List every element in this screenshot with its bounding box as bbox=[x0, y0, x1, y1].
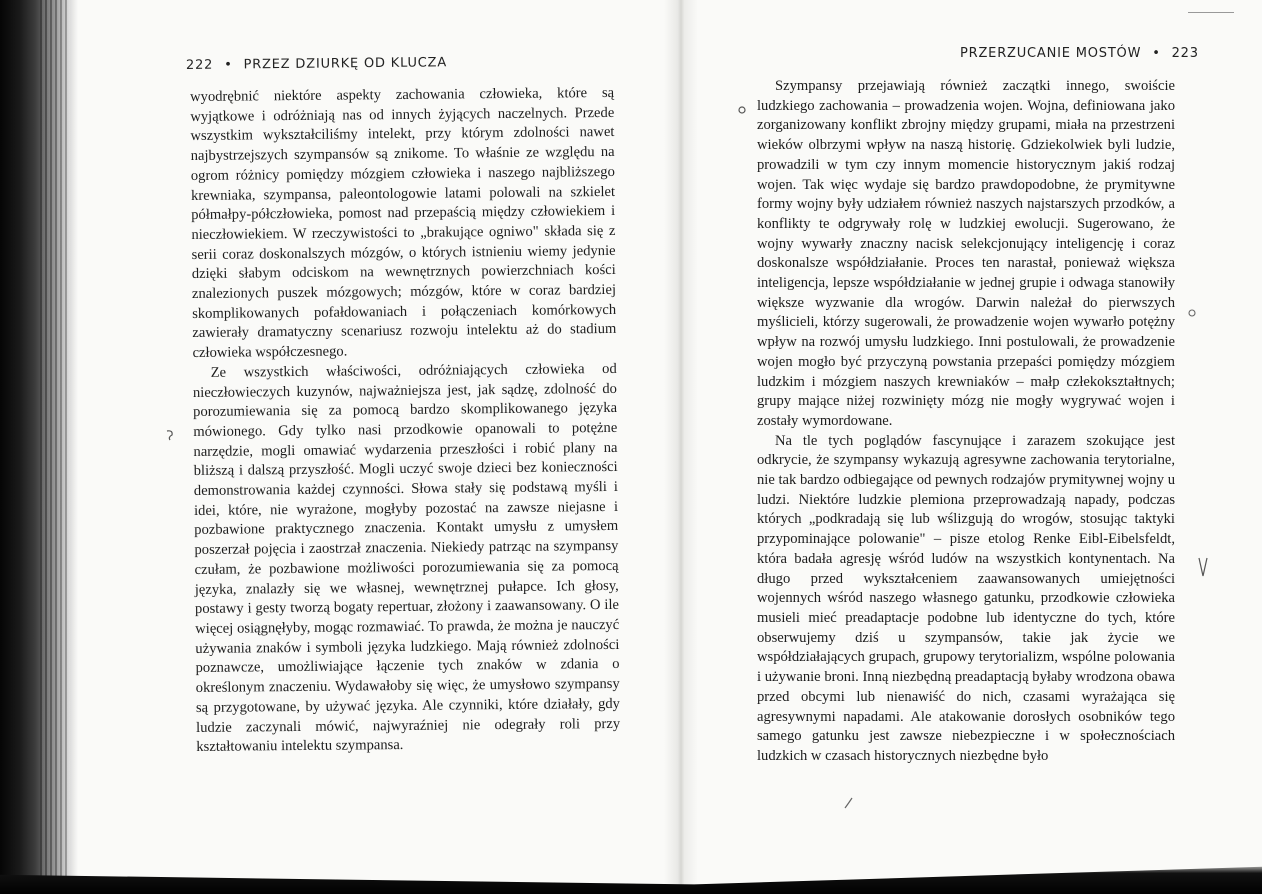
margin-asterisk-icon bbox=[736, 104, 748, 116]
left-page-header bbox=[186, 55, 447, 73]
binding-edge bbox=[0, 0, 78, 894]
left-paragraph-2: Ze wszystkich właściwości, odróżniających człowieka od nieczłowieczych kuzynów, najważniejsza jest, jak sądzę, zdolność do porozumiewania się za pomocą bardzo skomplikowanego języka mówionego. Gdy tylko nasi przodkowie opanowali to potężne narzędzie, mogli omawiać wydarzenia przeszłości i robić plany na bliższą i dalszą przyszłość. Mogli uczyć swoje dzieci bez konieczności demonstrowania każdej czynności. Słowa stały się podstawą myśli i idei, które, nie wyrażone, mogłyby pozostać na zawsze niejasne i pozbawione praktycznego znaczenia. Kontakt umysłu z umysłem poszerzał pojęcia i zaostrzał znaczenia. Niekiedy patrząc na szympansy czułam, że pozbawione możliwości porozumiewania się za pomocą języka, znalazły się we własnej, wewnętrznej pułapce. Ich głosy, postawy i gesty tworzą bogaty repertuar, złożony i zaawansowany. O ile więcej osiągnęłyby, mogąc rozmawiać. To prawda, że można je nauczyć używania znaków i symboli języka ludzkiego. Mają również zdolności poznawcze, umożliwiające łączenie tych znaków w zdania o określonym znaczeniu. Wydawałoby się więc, że umysłowo szympansy są przygotowane, by używać języka. Ale czynniki, które działały, gdy ludzie zaczynali mówić, najwyraźniej nie odegrały roli przy kształtowaniu intelektu szympansa. bbox=[192, 360, 621, 756]
pen-stroke-icon bbox=[842, 796, 856, 810]
margin-mark-icon bbox=[164, 428, 176, 442]
right-paragraph-2: Na tle tych poglądów fascynujące i zarazem szokujące jest odkrycie, że szympansy wykazują agresywne zachowania terytorialne, nie tak bardzo odbiegające od pewnych rodzajów prymitywnej wojny u ludzi. Niektóre ludzkie plemiona przeprowadzają napady, podczas których „podkradają się lub wślizgują do wrogów, stosując taktyki przypominające polowanie" – pisze etolog Renke Eibl-Eibelsfeldt, która badała agresję wśród ludów na wszystkich kontynentach. Na długo przed wykształceniem zaawansowanych umiejętności wojennych wśród naszego własnego gatunku, przodkowie człowieka musieli mieć preadaptacje podobne lub identyczne do tych, które obserwujemy dziś u szympansów, takie jak życie we współdziałających grupach, grupowy terytorializm, wspólne polowania i używanie broni. Inną niezbędną preadaptacją byłaby wrodzona obawa przed obcymi lub nienawiść do nich, czasami wyrażająca się agresywnymi napadami. Ale atakowanie dorosłych osobników tego samego gatunku jest zawsze niebezpieczne i w społecznościach ludzkich w czasach historycznych niezbędne było bbox=[757, 432, 1175, 764]
scan-mark bbox=[1188, 12, 1234, 13]
right-body-text bbox=[757, 77, 1175, 767]
binding-edge-texture bbox=[40, 0, 70, 894]
left-body-text bbox=[190, 84, 620, 758]
page-gutter bbox=[664, 0, 698, 894]
left-page-number: 222 bbox=[185, 57, 214, 73]
margin-pen-mark-icon bbox=[1196, 556, 1210, 578]
left-running-title: PRZEZ DZIURKĘ OD KLUCZA bbox=[243, 55, 448, 73]
right-page-header bbox=[960, 46, 1199, 61]
right-running-title: PRZERZUCANIE MOSTÓW bbox=[960, 46, 1142, 61]
right-page-number: 223 bbox=[1171, 46, 1199, 61]
left-paragraph-1: wyodrębnić niektóre aspekty zachowania człowieka, które są wyjątkowe i odróżniają nas od innych żyjących naczelnych. Przede wszystkim wykształciliśmy intelekt, przy którym zdolności nawet najbystrzejszych szympansów są znikome. To właśnie ze względu na ogrom różnicy pomiędzy mózgiem człowieka i naszego najbliższego krewniaka, szympansa, paleontologowie latami polowali na szkielet półmałpy-półczłowieka, pomost nad przepaścią między człowiekiem i nieczłowiekiem. W rzeczywistości to „brakujące ogniwo" składa się z serii coraz doskonalszych mózgów, o których istnieniu wiemy jedynie dzięki słabym odciskom na wewnętrznych powierzchniach kości znalezionych puszek mózgowych; mózgów, które w coraz bardziej skomplikowanych pofałdowaniach i połączeniach komórkowych zawierały dramatyczny scenariusz rozwoju intelektu aż do stadium człowieka współczesnego. bbox=[190, 84, 617, 362]
right-header-separator: • bbox=[1152, 46, 1161, 61]
right-paragraph-1: Szympansy przejawiają również zaczątki innego, swoiście ludzkiego zachowania – prowadzenia wojen. Wojna, definiowana jako zorganizowany konflikt zbrojny między grupami, miała na przestrzeni wieków olbrzymi wpływ na naszą historię. Gdziekolwiek byli ludzie, prowadzili w tym czy innym momencie historycznym jakiś rodzaj wojen. Tak więc wydaje się bardzo prawdopodobne, że prymitywne formy wojny były udziałem również naszych najstarszych przodków, a konflikty te odgrywały rolę w ludzkiej ewolucji. Sugerowano, że wojny wywarły znaczny nacisk selekcjonujący inteligencję i coraz doskonalsze współdziałanie. Proces ten narastał, ponieważ większa inteligencja, lepsze współdziałanie w jednej grupie i odwaga stanowiły większe wyzwanie dla wrogów. Darwin należał do pierwszych myślicieli, którzy sugerowali, że prowadzenie wojen wywarło potężny wpływ na rozwój umysłu ludzkiego. Inni postulowali, że prowadzenie wojen mogło być przyczyną powstania przepaści pomiędzy mózgiem ludzkim i mózgiem naszych krewniaków – małp człekokształtnych; grupy mające niżej rozwinięty mózg nie mogły wygrywać wojen i zostały wymordowane. bbox=[757, 78, 1175, 429]
margin-asterisk-icon-2 bbox=[1186, 306, 1198, 320]
left-header-separator: • bbox=[224, 57, 233, 73]
